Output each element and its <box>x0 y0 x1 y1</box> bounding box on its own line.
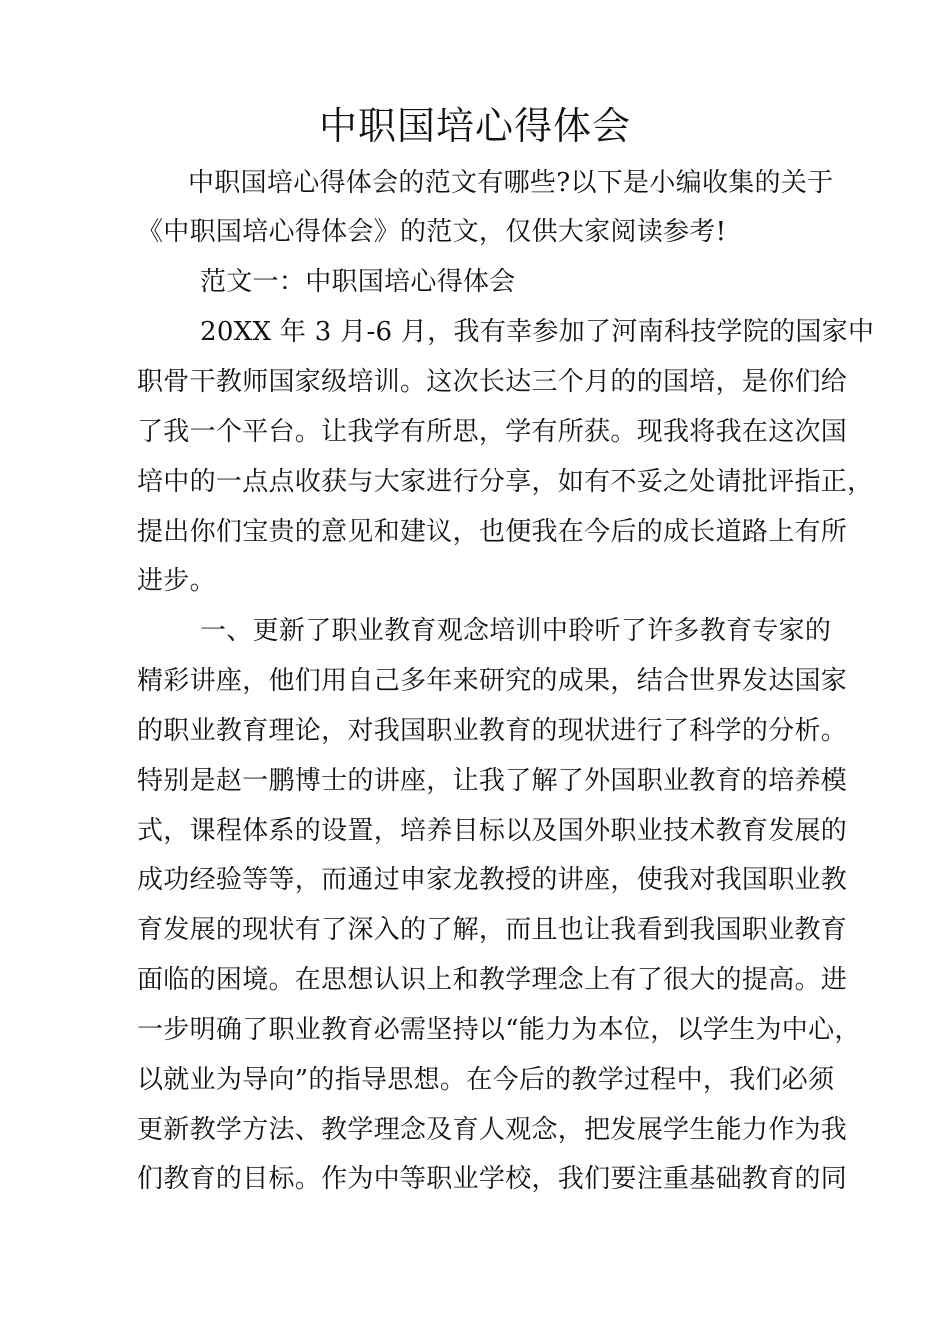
body-line: 育发展的现状有了深入的了解，而且也让我看到我国职业教育 <box>137 915 848 945</box>
body-line: 精彩讲座，他们用自己多年来研究的成果，结合世界发达国家 <box>137 666 848 696</box>
document-title: 中职国培心得体会 <box>318 104 631 148</box>
body-line: 培中的一点点收获与大家进行分享，如有不妥之处请批评指正， <box>137 467 874 497</box>
body-line: 特别是赵一鹏博士的讲座，让我了解了外国职业教育的培养模 <box>137 766 848 796</box>
body-line: 的职业教育理论，对我国职业教育的现状进行了科学的分析。 <box>137 716 848 746</box>
body-line: 一步明确了职业教育必需坚持以“能力为本位，以学生为中心， <box>137 1015 861 1045</box>
body-line: 一、更新了职业教育观念培训中聆听了许多教育专家的 <box>200 616 832 646</box>
body-line: 提出你们宝贵的意见和建议，也便我在今后的成长道路上有所 <box>137 517 848 547</box>
body-line: 更新教学方法、教学理念及育人观念，把发展学生能力作为我 <box>137 1115 848 1145</box>
body-line: 职骨干教师国家级培训。这次长达三个月的的国培，是你们给 <box>137 367 848 397</box>
body-line: 面临的困境。在思想认识上和教学理念上有了很大的提高。进 <box>137 965 848 995</box>
body-line: 《中职国培心得体会》的范文，仅供大家阅读参考! <box>137 217 727 247</box>
section-heading: 范文一：中职国培心得体会 <box>200 267 516 297</box>
body-line: 20XX 年 3 月-6 月，我有幸参加了河南科技学院的国家中 <box>200 317 875 347</box>
body-line: 成功经验等等，而通过申家龙教授的讲座，使我对我国职业教 <box>137 865 848 895</box>
body-line: 式，课程体系的设置，培养目标以及国外职业技术教育发展的 <box>137 816 848 846</box>
body-line: 中职国培心得体会的范文有哪些?以下是小编收集的关于 <box>188 168 834 198</box>
body-line: 了我一个平台。让我学有所思，学有所获。现我将我在这次国 <box>137 417 848 447</box>
body-line: 以就业为导向”的指导思想。在今后的教学过程中，我们必须 <box>137 1065 835 1095</box>
body-line: 进步。 <box>137 566 216 596</box>
body-line: 们教育的目标。作为中等职业学校，我们要注重基础教育的同 <box>137 1164 848 1194</box>
